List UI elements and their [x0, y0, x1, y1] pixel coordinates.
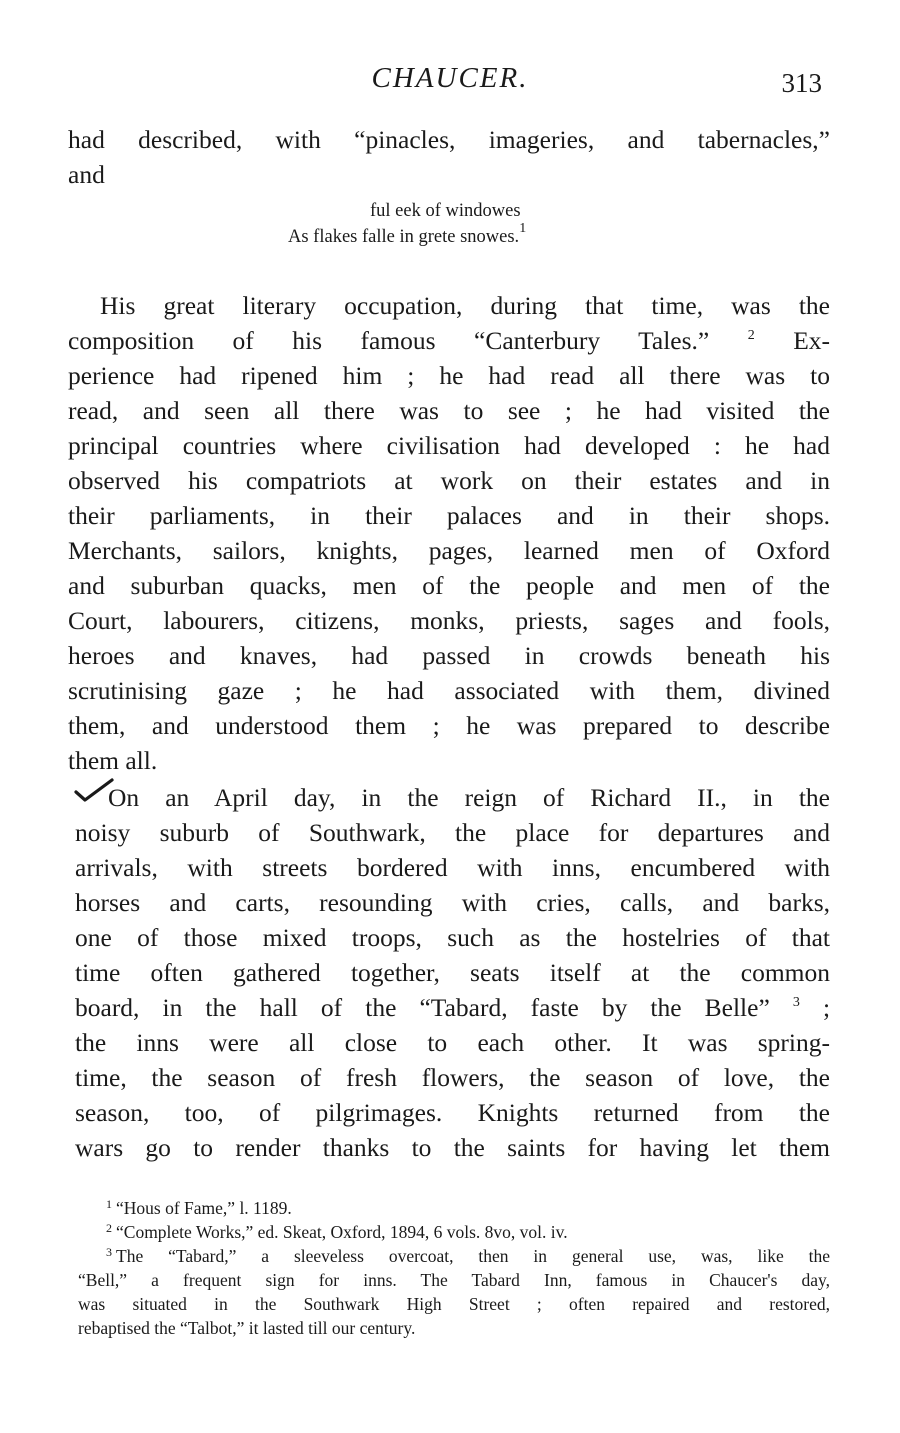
running-title: CHAUCER. [371, 62, 529, 94]
text-line: Court, labourers, citizens, monks, priests, sages and fools, [68, 606, 830, 635]
text-line: arrivals, with streets bordered with inns, encumbered with [75, 853, 830, 882]
text-line: had described, with “pinacles, imageries, and tabernacles,” [68, 125, 830, 154]
footnote-mark: 2 [106, 1221, 112, 1235]
footnote-text: “Hous of Fame,” l. 1189. [116, 1198, 292, 1218]
text-line: time, the season of fresh flowers, the season of love, the [75, 1063, 830, 1092]
footnote-ref: 3 [792, 995, 800, 1010]
footnote-text: The “Tabard,” a sleeveless overcoat, then in general use, was, like the [116, 1246, 830, 1266]
text-line: them, and understood them ; he was prepared to describe [68, 711, 830, 740]
text-line: On an April day, in the reign of Richard II., in the [108, 783, 830, 812]
footnote-1 [78, 1196, 830, 1220]
paragraph-2 [75, 780, 830, 1165]
running-head [0, 62, 900, 102]
footnote-text-line: was situated in the Southwark High Street ; often repaired and restored, [78, 1294, 830, 1314]
text-segment: board, in the hall of the “Tabard, faste by the Belle” [75, 993, 770, 1022]
footnote-mark: 3 [106, 1245, 112, 1259]
text-line: and [68, 160, 105, 189]
footnote-text-line: rebaptised the “Talbot,” it lasted till our century. [78, 1318, 416, 1338]
opening-text [68, 122, 830, 192]
text-line: and suburban quacks, men of the people and men of the [68, 571, 830, 600]
text-line: Merchants, sailors, knights, pages, learned men of Oxford [68, 536, 830, 565]
text-line [75, 990, 830, 1025]
text-line: their parliaments, in their palaces and in their shops. [68, 501, 830, 530]
verse-line-text: As flakes falle in grete snowes. [288, 227, 520, 247]
text-line: the inns were all close to each other. It was spring- [75, 1028, 830, 1057]
text-line: scrutinising gaze ; he had associated with them, divined [68, 676, 830, 705]
footnote-text-line: “Bell,” a frequent sign for inns. The Tabard Inn, famous in Chaucer's day, [78, 1270, 830, 1290]
text-line: wars go to render thanks to the saints for having let them [75, 1133, 830, 1162]
text-line: time often gathered together, seats itself at the common [75, 958, 830, 987]
text-segment: composition of his famous “Canterbury Tales.” [68, 326, 710, 355]
verse-line [288, 221, 527, 250]
text-line: them all. [68, 746, 158, 775]
text-segment: Ex- [793, 326, 831, 355]
text-line: principal countries where civilisation had developed : he had [68, 431, 830, 460]
text-line: observed his compatriots at work on their estates and in [68, 466, 830, 495]
footnotes [78, 1196, 830, 1340]
footnote-2 [78, 1220, 830, 1244]
text-line: perience had ripened him ; he had read all there was to [68, 361, 830, 390]
footnote-mark: 1 [106, 1197, 112, 1211]
footnote-3 [78, 1244, 830, 1268]
text-line: noisy suburb of Southwark, the place for departures and [75, 818, 830, 847]
footnote-ref: 2 [747, 328, 755, 343]
verse-line: ful eek of windowes [370, 201, 521, 221]
text-line: horses and carts, resounding with cries, calls, and barks, [75, 888, 830, 917]
text-line: His great literary occupation, during that time, was the [100, 291, 830, 320]
text-segment: ; [822, 993, 831, 1022]
footnote-text: “Complete Works,” ed. Skeat, Oxford, 1894, 6 vols. 8vo, vol. iv. [116, 1222, 568, 1242]
text-line: season, too, of pilgrimages. Knights returned from the [75, 1098, 830, 1127]
text-line: read, and seen all there was to see ; he had visited the [68, 396, 830, 425]
page-number: 313 [781, 68, 822, 98]
text-line: one of those mixed troops, such as the hostelries of that [75, 923, 830, 952]
footnote-ref: 1 [519, 221, 527, 236]
paragraph-1 [68, 288, 830, 778]
text-line: heroes and knaves, had passed in crowds beneath his [68, 641, 830, 670]
text-line [68, 323, 830, 358]
